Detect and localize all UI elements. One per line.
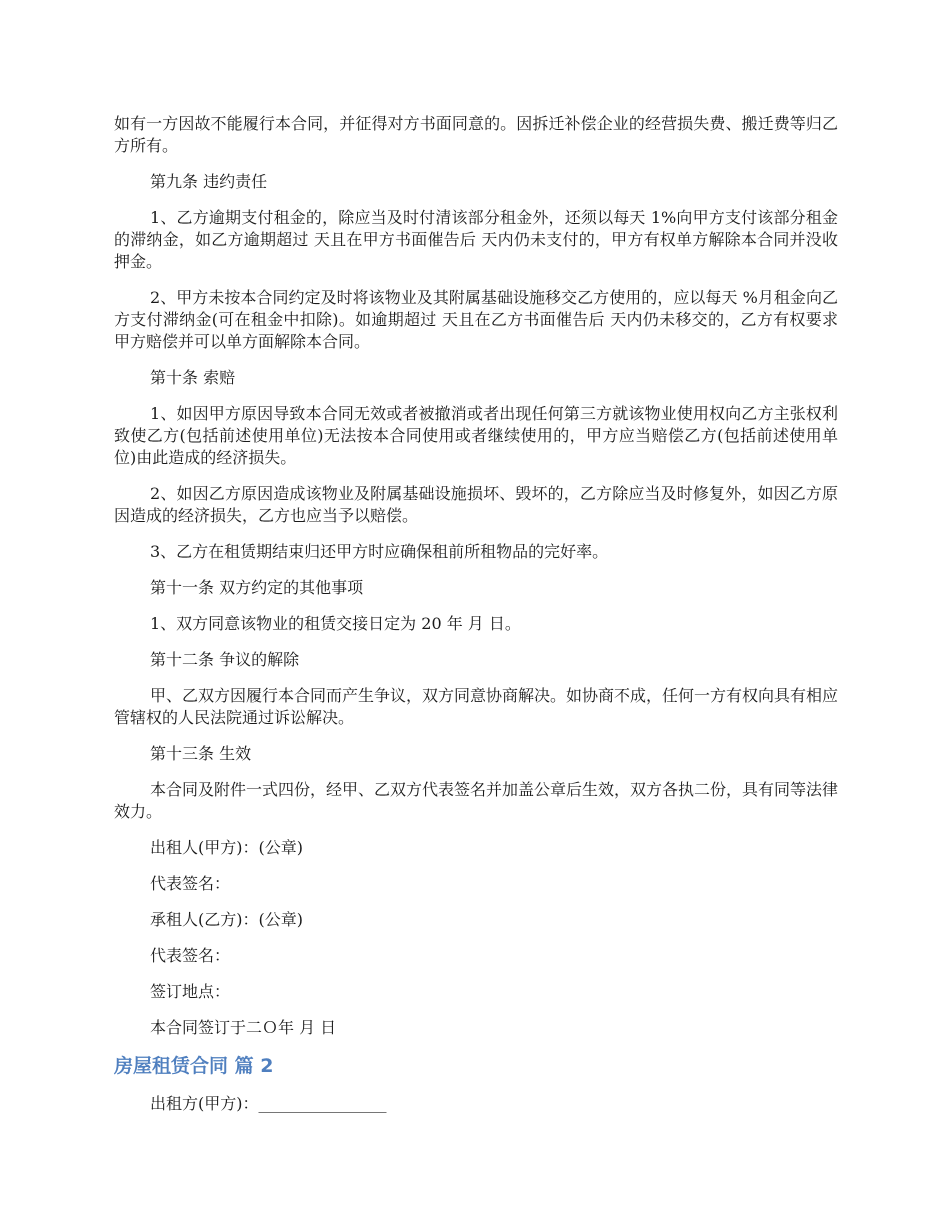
article-11-title: 第十一条 双方约定的其他事项 (150, 578, 364, 597)
article-10-clause-3: 3、乙方在租赁期结束归还甲方时应确保租前所租物品的完好率。 (150, 542, 609, 561)
lessor-line: 出租人(甲方)：(公章) (150, 838, 303, 857)
article-10-title: 第十条 索赔 (150, 368, 236, 387)
article-13-text: 本合同及附件一式四份，经甲、乙双方代表签名并加盖公章后生效，双方各执二份，具有同等法律效力。 (114, 780, 839, 821)
article-12-text: 甲、乙双方因履行本合同而产生争议，双方同意协商解决。如协商不成，任何一方有权向具有相应管辖权的人民法院通过诉讼解决。 (114, 686, 839, 727)
article-9-title: 第九条 违约责任 (150, 172, 268, 191)
article-10-clause-2: 2、如因乙方原因造成该物业及附属基础设施损坏、毁坏的，乙方除应当及时修复外，如因乙方原因造成的经济损失，乙方也应当予以赔偿。 (114, 484, 838, 525)
lessor-signature-line: 代表签名： (150, 874, 231, 893)
lessor-party-line: 出租方(甲方)：________________ (150, 1094, 387, 1113)
section-heading: 房屋租赁合同 篇 2 (114, 1055, 274, 1077)
paragraph-1: 如有一方因故不能履行本合同，并征得对方书面同意的。因拆迁补偿企业的经营损失费、搬迁费等归乙方所有。 (114, 114, 838, 155)
document-body (114, 113, 838, 1129)
lessee-line: 承租人(乙方)：(公章) (150, 910, 303, 929)
article-12-title: 第十二条 争议的解除 (150, 650, 300, 669)
article-10-clause-1: 1、如因甲方原因导致本合同无效或者被撤消或者出现任何第三方就该物业使用权向乙方主张权利致使乙方(包括前述使用单位)无法按本合同使用或者继续使用的，甲方应当赔偿乙方(包括前述使用单位)由此造成的经济损失。 (114, 404, 838, 467)
lessee-signature-line: 代表签名： (150, 946, 231, 965)
article-9-clause-2: 2、甲方未按本合同约定及时将该物业及其附属基础设施移交乙方使用的，应以每天 %月租金向乙方支付滞纳金(可在租金中扣除)。如逾期超过 天且在乙方书面催告后 天内仍未移交的，乙方有权要求甲方赔偿并可以单方面解除本合同。 (114, 288, 838, 351)
article-13-title: 第十三条 生效 (150, 744, 252, 763)
signing-date-line: 本合同签订于二Ｏ年 月 日 (150, 1018, 337, 1037)
signing-place-line: 签订地点： (150, 982, 231, 1001)
article-9-clause-1: 1、乙方逾期支付租金的，除应当及时付清该部分租金外，还须以每天 1%向甲方支付该部分租金的滞纳金，如乙方逾期超过 天且在甲方书面催告后 天内仍未支付的，甲方有权单方解除本合同并没收押金。 (114, 208, 838, 271)
article-11-clause-1: 1、双方同意该物业的租赁交接日定为 20 年 月 日。 (150, 614, 521, 633)
